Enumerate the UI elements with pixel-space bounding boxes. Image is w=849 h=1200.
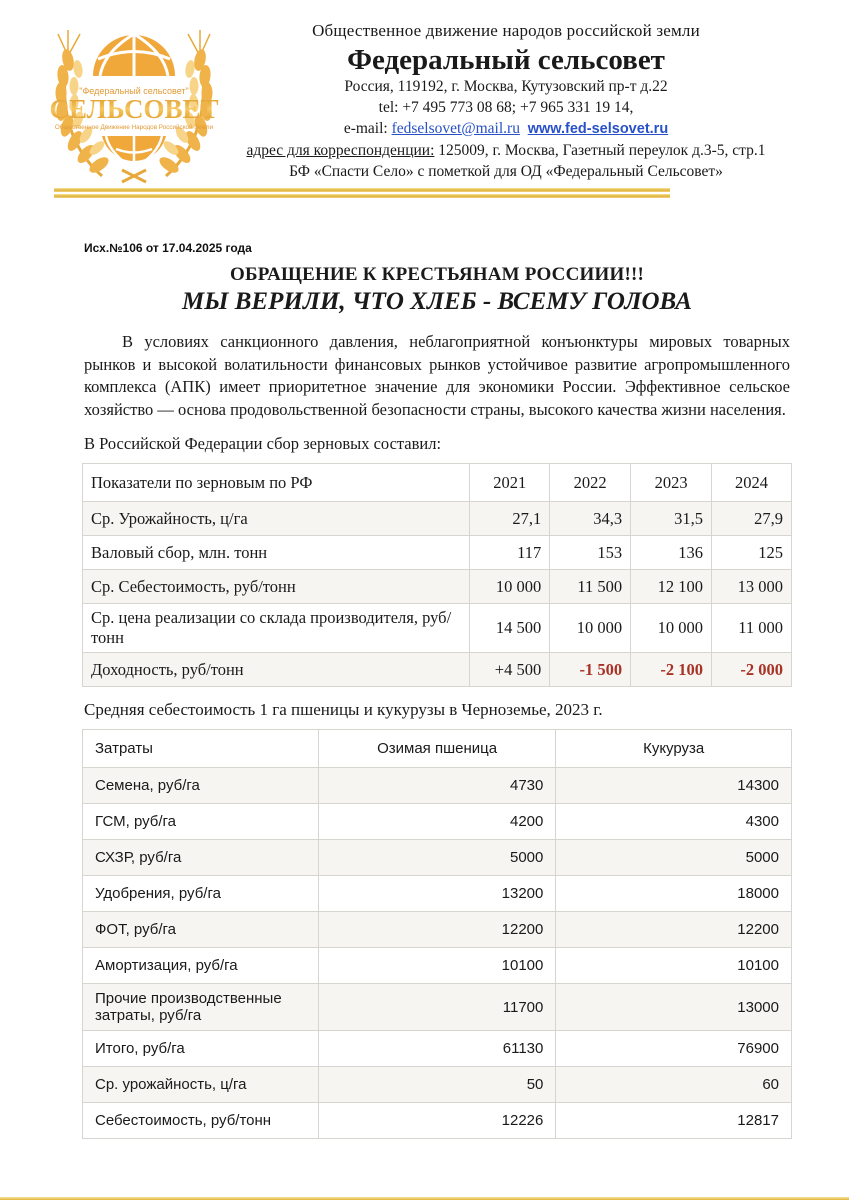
row-label: Ср. Себестоимость, руб/тонн <box>83 570 470 604</box>
table-row <box>83 1067 792 1103</box>
cost-per-hectare-table <box>82 729 792 1139</box>
table-row <box>83 1031 792 1067</box>
cell-value: 12817 <box>556 1103 792 1139</box>
cell-value: 5000 <box>556 840 792 876</box>
column-header: 2021 <box>470 464 550 502</box>
outgoing-ref-line: Исх.№106 от 17.04.2025 года <box>84 241 252 255</box>
cell-value: 12200 <box>318 912 556 948</box>
phone-line: tel: +7 495 773 08 68; +7 965 331 19 14, <box>378 99 634 116</box>
globe-dome-icon <box>92 34 176 76</box>
cell-value: 11 000 <box>712 604 792 653</box>
cell-value: 27,1 <box>470 502 550 536</box>
appeal-headline: ОБРАЩЕНИЕ К КРЕСТЬЯНАМ РОССИИИ!!! <box>229 264 645 285</box>
intro-paragraph: В условиях санкционного давления, неблагоприятной конъюнктуры мировых товарных рынков и высокой волатильности финансовых рынков устойчивое развитие агропромышленного комплекса (АПК) имеет приоритетное значение для экономики России. Эффективное сельское хозяйство — основа продовольственной безопасности страны, высокого качества жизни населения. <box>84 332 790 419</box>
table-row <box>83 536 792 570</box>
cell-value: 27,9 <box>712 502 792 536</box>
cell-value: 153 <box>550 536 631 570</box>
cell-value: 12200 <box>556 912 792 948</box>
cell-value: 11700 <box>318 984 556 1031</box>
address-line: Россия, 119192, г. Москва, Кутузовский пр-т д.22 <box>344 78 668 95</box>
table-row <box>83 984 792 1031</box>
column-header: 2022 <box>550 464 631 502</box>
grain-indicators-table <box>82 463 792 687</box>
cell-value: 10100 <box>556 948 792 984</box>
logo-name-text: СЕЛЬСОВЕТ <box>49 94 219 124</box>
website-link[interactable]: www.fed-selsovet.ru <box>527 121 669 137</box>
column-header: 2024 <box>712 464 792 502</box>
correspondence-label: адрес для корреспонденции: <box>246 142 435 159</box>
cell-value: 125 <box>712 536 792 570</box>
row-label: СХЗР, руб/га <box>83 840 319 876</box>
fund-line: БФ «Спасти Село» с пометкой для ОД «Федеральный Сельсовет» <box>289 163 723 180</box>
column-header: 2023 <box>631 464 712 502</box>
cell-value: +4 500 <box>470 653 550 687</box>
cell-value: -1 500 <box>550 653 631 687</box>
row-label: Семена, руб/га <box>83 768 319 804</box>
cell-value: 5000 <box>318 840 556 876</box>
cell-value: 4730 <box>318 768 556 804</box>
cell-value: 13200 <box>318 876 556 912</box>
email-label: e-mail: <box>343 120 388 137</box>
cost-table-title: Средняя себестоимость 1 га пшеницы и кукурузы в Черноземье, 2023 г. <box>84 700 603 719</box>
column-header: Озимая пшеница <box>318 730 556 768</box>
row-label: Ср. Урожайность, ц/га <box>83 502 470 536</box>
table-row <box>83 804 792 840</box>
org-logo <box>38 14 230 192</box>
table-row <box>83 840 792 876</box>
cell-value: 117 <box>470 536 550 570</box>
cell-value: 18000 <box>556 876 792 912</box>
table-row <box>83 604 792 653</box>
wheat-wreath-logo-image <box>38 14 230 192</box>
table-row <box>83 948 792 984</box>
document-body <box>84 241 790 1139</box>
logo-subtitle-text: Общественное Движение Народов Российской Земли <box>54 124 214 131</box>
row-label: Ср. урожайность, ц/га <box>83 1067 319 1103</box>
table-header-row <box>83 464 792 502</box>
table-row <box>83 502 792 536</box>
cell-value: 4200 <box>318 804 556 840</box>
row-label: Удобрения, руб/га <box>83 876 319 912</box>
crossed-stems-icon <box>122 170 146 182</box>
cell-value: 12 100 <box>631 570 712 604</box>
org-name: Федеральный сельсовет <box>347 44 665 76</box>
row-label: Валовый сбор, млн. тонн <box>83 536 470 570</box>
cell-value: 14300 <box>556 768 792 804</box>
cell-value: 10 000 <box>631 604 712 653</box>
cell-value: 14 500 <box>470 604 550 653</box>
movement-line: Общественное движение народов российской земли <box>312 21 700 40</box>
table-row <box>83 912 792 948</box>
cell-value: 136 <box>631 536 712 570</box>
correspondence-line <box>216 140 796 161</box>
cell-value: 76900 <box>556 1031 792 1067</box>
cell-value: 11 500 <box>550 570 631 604</box>
cell-value: 61130 <box>318 1031 556 1067</box>
cell-value: -2 100 <box>631 653 712 687</box>
row-label: ГСМ, руб/га <box>83 804 319 840</box>
cell-value: 31,5 <box>631 502 712 536</box>
cell-value: 10 000 <box>470 570 550 604</box>
row-label: Прочие производственные затраты, руб/га <box>83 984 319 1031</box>
grain-table-intro: В Российской Федерации сбор зерновых составил: <box>84 434 442 453</box>
row-label: Себестоимость, руб/тонн <box>83 1103 319 1139</box>
header-divider-bottom <box>54 194 670 198</box>
column-header: Кукуруза <box>556 730 792 768</box>
email-link[interactable]: fedselsovet@mail.ru <box>391 120 520 137</box>
cell-value: 60 <box>556 1067 792 1103</box>
table-row <box>83 1103 792 1139</box>
cell-value: 10 000 <box>550 604 631 653</box>
logo-top-label: "Федеральный сельсовет" <box>79 86 189 96</box>
header-divider-top <box>54 188 670 192</box>
table-row <box>83 653 792 687</box>
correspondence-address: 125009, г. Москва, Газетный переулок д.3-5, стр.1 <box>438 142 766 159</box>
globe-bottom-icon <box>102 136 166 169</box>
row-label: Итого, руб/га <box>83 1031 319 1067</box>
table-row <box>83 768 792 804</box>
row-label: Доходность, руб/тонн <box>83 653 470 687</box>
row-label: Амортизация, руб/га <box>83 948 319 984</box>
email-line <box>216 118 796 140</box>
table-row <box>83 570 792 604</box>
cell-value: 13000 <box>556 984 792 1031</box>
table-header-row <box>83 730 792 768</box>
cell-value: 10100 <box>318 948 556 984</box>
row-label: ФОТ, руб/га <box>83 912 319 948</box>
column-header: Показатели по зерновым по РФ <box>83 464 470 502</box>
cell-value: 4300 <box>556 804 792 840</box>
table-row <box>83 876 792 912</box>
cell-value: 34,3 <box>550 502 631 536</box>
row-label: Ср. цена реализации со склада производителя, руб/тонн <box>83 604 470 653</box>
column-header: Затраты <box>83 730 319 768</box>
letterhead <box>216 20 796 182</box>
cell-value: 13 000 <box>712 570 792 604</box>
cell-value: 12226 <box>318 1103 556 1139</box>
appeal-subheadline: МЫ ВЕРИЛИ, ЧТО ХЛЕБ - ВСЕМУ ГОЛОВА <box>182 288 692 315</box>
cell-value: 50 <box>318 1067 556 1103</box>
cell-value: -2 000 <box>712 653 792 687</box>
